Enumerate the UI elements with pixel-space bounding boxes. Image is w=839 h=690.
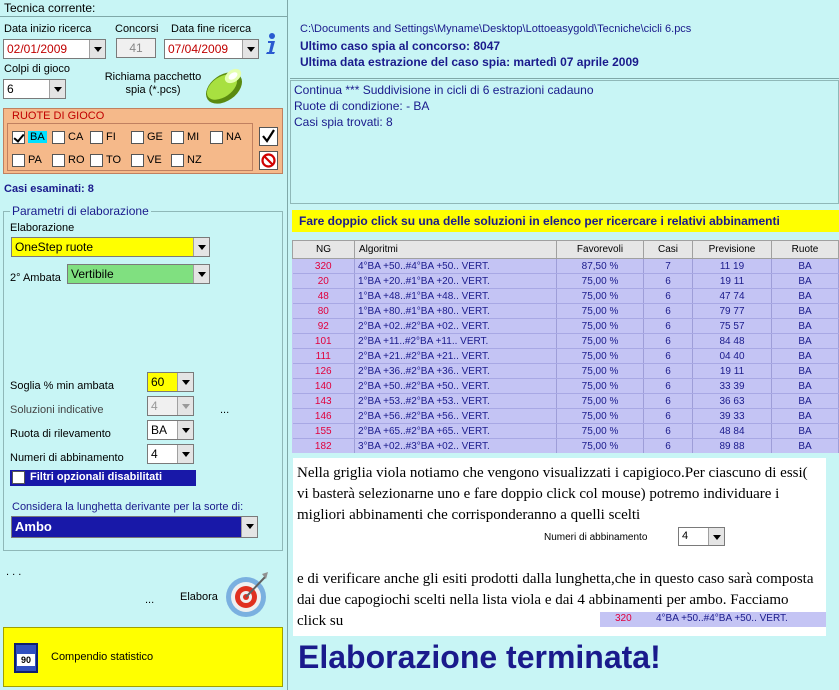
status-message: Elaborazione terminata!: [298, 639, 661, 675]
ruota-label-to: TO: [106, 154, 122, 166]
grid-header[interactable]: Previsione: [693, 241, 772, 259]
ruota-label-ge: GE: [147, 131, 163, 143]
table-cell: BA: [772, 424, 839, 439]
note-paragraph-1: Nella griglia viola notiamo che vengono visualizzati i capigioco.Per ciascuno di essi( vi basterà selezionarne uno e fare doppio click col mouse) potremo individuare i migliori abbinamenti che corrisponderanno a quelli scelti: [297, 465, 808, 523]
table-row[interactable]: [293, 259, 839, 274]
table-cell: 48 84: [693, 424, 772, 439]
table-cell: 87,50 %: [557, 259, 644, 274]
filtri-label: Filtri opzionali disabilitati: [30, 471, 163, 483]
table-cell: 11 19: [693, 259, 772, 274]
checkbox-ruota-fi[interactable]: [90, 131, 103, 144]
soluzioni-label: Soluzioni indicative: [10, 404, 104, 416]
table-cell: BA: [772, 379, 839, 394]
ruota-label-na: NA: [226, 131, 242, 143]
table-cell: 75,00 %: [557, 274, 644, 289]
data-fine-value: 07/04/2009: [168, 42, 229, 56]
checkbox-ruota-pa[interactable]: [12, 154, 25, 167]
soluzioni-select: [147, 396, 194, 416]
sorte-select[interactable]: [11, 516, 258, 538]
colpi-value: 6: [7, 82, 14, 96]
table-row[interactable]: [293, 424, 839, 439]
tecnica-corrente-title: Tecnica corrente:: [4, 1, 96, 15]
inline-abb-select[interactable]: [678, 527, 725, 546]
table-row[interactable]: [293, 289, 839, 304]
table-cell: BA: [772, 259, 839, 274]
ruota-label-nz: NZ: [187, 154, 202, 166]
inline-abb-label: Numeri di abbinamento: [544, 532, 648, 543]
table-cell: 2°BA +56..#2°BA +56.. VERT.: [355, 409, 557, 424]
checkbox-ruota-ge[interactable]: [131, 131, 144, 144]
grid-header[interactable]: Algoritmi: [355, 241, 557, 259]
grid-header[interactable]: Ruote: [772, 241, 839, 259]
load-package-button[interactable]: [200, 60, 248, 106]
inline-ng: 320: [615, 613, 632, 624]
checkbox-ruota-na[interactable]: [210, 131, 223, 144]
elaborazione-label: Elaborazione: [10, 222, 75, 234]
table-cell: 6: [644, 289, 693, 304]
table-cell: BA: [772, 334, 839, 349]
table-row[interactable]: [293, 349, 839, 364]
elabora-label: Elabora: [180, 591, 218, 603]
table-cell: 2°BA +36..#2°BA +36.. VERT.: [355, 364, 557, 379]
checkbox-ruota-ro[interactable]: [52, 154, 65, 167]
ambata2-label: 2° Ambata: [10, 272, 61, 284]
table-cell: 75,00 %: [557, 304, 644, 319]
inline-alg: 4°BA +50..#4°BA +50.. VERT.: [656, 613, 788, 624]
table-cell: 75,00 %: [557, 394, 644, 409]
table-cell: BA: [772, 439, 839, 454]
table-cell: 1°BA +80..#1°BA +80.. VERT.: [355, 304, 557, 319]
table-cell: 33 39: [693, 379, 772, 394]
table-cell: BA: [772, 304, 839, 319]
table-cell: 143: [293, 394, 355, 409]
ruote-title: RUOTE DI GIOCO: [12, 110, 105, 122]
num-abb-value: 4: [151, 447, 158, 461]
table-row[interactable]: [293, 409, 839, 424]
table-cell: 75,00 %: [557, 349, 644, 364]
ambata2-value: Vertibile: [71, 267, 114, 281]
inline-abb-value: 4: [682, 530, 689, 542]
instruction-banner: [292, 210, 839, 232]
chevron-down-icon[interactable]: [49, 80, 65, 98]
table-cell: 36 63: [693, 394, 772, 409]
table-cell: 84 48: [693, 334, 772, 349]
ruota-label-mi: MI: [187, 131, 200, 143]
chevron-down-icon[interactable]: [708, 528, 724, 545]
checkbox-ruota-ve[interactable]: [131, 154, 144, 167]
ruota-label-ba: BA: [30, 131, 45, 143]
table-row[interactable]: [293, 304, 839, 319]
parametri-title: Parametri di elaborazione: [12, 204, 149, 218]
table-cell: 2°BA +11..#2°BA +11.. VERT.: [355, 334, 557, 349]
table-cell: 6: [644, 424, 693, 439]
table-row[interactable]: [293, 379, 839, 394]
table-cell: 75,00 %: [557, 334, 644, 349]
concorsi-label: Concorsi: [115, 23, 159, 35]
ruota-ril-value: BA: [151, 423, 168, 437]
chevron-down-icon[interactable]: [89, 40, 105, 58]
table-cell: 4°BA +50..#4°BA +50.. VERT.: [355, 259, 557, 274]
table-cell: 75,00 %: [557, 379, 644, 394]
table-cell: 04 40: [693, 349, 772, 364]
soglia-select[interactable]: [147, 372, 194, 392]
table-cell: BA: [772, 364, 839, 379]
select-all-button[interactable]: [259, 127, 278, 146]
table-row[interactable]: [293, 334, 839, 349]
table-cell: BA: [772, 394, 839, 409]
compendio-icon-text: 90: [17, 654, 35, 666]
table-cell: 101: [293, 334, 355, 349]
checkbox-ruota-ba[interactable]: [12, 131, 25, 144]
grid-header[interactable]: NG: [293, 241, 355, 259]
table-cell: 6: [644, 334, 693, 349]
table-cell: 75,00 %: [557, 319, 644, 334]
table-cell: 80: [293, 304, 355, 319]
table-row[interactable]: [293, 319, 839, 334]
chevron-down-icon[interactable]: [177, 445, 193, 463]
sorte-value: Ambo: [15, 519, 52, 534]
table-cell: BA: [772, 274, 839, 289]
ruota-label-ve: VE: [147, 154, 162, 166]
table-cell: 6: [644, 379, 693, 394]
table-cell: BA: [772, 319, 839, 334]
table-cell: 75,00 %: [557, 439, 644, 454]
table-cell: 140: [293, 379, 355, 394]
ultima-data: Ultima data estrazione del caso spia: martedì 07 aprile 2009: [300, 55, 639, 69]
table-cell: 2°BA +53..#2°BA +53.. VERT.: [355, 394, 557, 409]
compendio-icon[interactable]: [14, 643, 38, 673]
elabora-button[interactable]: [224, 570, 272, 620]
table-cell: 89 88: [693, 439, 772, 454]
instruction-text: Fare doppio click su una delle soluzioni in elenco per ricercare i relativi abbinamenti: [299, 214, 780, 228]
table-cell: 6: [644, 439, 693, 454]
ultimo-caso: Ultimo caso spia al concorso: 8047: [300, 39, 501, 53]
checkmark-icon: [260, 128, 277, 145]
table-cell: 48: [293, 289, 355, 304]
note-paragraph-2: e di verificare anche gli esiti prodotti dalla lunghetta,che in questo caso sarà composta dai due capogiochi scelti nella lista viola e dai 4 abbinamenti per ambo. Facciamo click su: [297, 571, 814, 629]
checkbox-ruota-to[interactable]: [90, 154, 103, 167]
results-grid: [292, 240, 839, 453]
data-inizio-value: 02/01/2009: [7, 42, 68, 56]
package-path: C:\Documents and Settings\Myname\Desktop\Lottoeasygold\Tecniche\cicli 6.pcs: [300, 23, 692, 35]
table-cell: 155: [293, 424, 355, 439]
colpi-select[interactable]: [3, 79, 66, 99]
data-inizio-label: Data inizio ricerca: [4, 23, 92, 35]
table-cell: 320: [293, 259, 355, 274]
table-cell: 39 33: [693, 409, 772, 424]
info-icon[interactable]: [262, 32, 280, 56]
data-inizio-select[interactable]: [3, 39, 106, 59]
data-fine-label: Data fine ricerca: [171, 23, 252, 35]
richiama-label: Richiama pacchetto spia (*.pcs): [104, 71, 202, 96]
table-cell: 2°BA +50..#2°BA +50.. VERT.: [355, 379, 557, 394]
filtri-checkbox[interactable]: [12, 471, 25, 484]
capsule-icon: [200, 60, 248, 106]
casi-esaminati: Casi esaminati: 8: [4, 183, 94, 195]
table-cell: 2°BA +65..#2°BA +65.. VERT.: [355, 424, 557, 439]
considera-label: Considera la lunghetta derivante per la sorte di:: [12, 501, 244, 513]
table-cell: 6: [644, 409, 693, 424]
target-icon: [224, 570, 272, 620]
chevron-down-icon[interactable]: [193, 238, 209, 256]
table-cell: 75,00 %: [557, 364, 644, 379]
table-cell: 182: [293, 439, 355, 454]
grid-header[interactable]: Favorevoli: [557, 241, 644, 259]
no-entry-icon: [260, 152, 277, 169]
table-cell: 1°BA +20..#1°BA +20.. VERT.: [355, 274, 557, 289]
table-cell: 126: [293, 364, 355, 379]
num-abb-select[interactable]: [147, 444, 194, 464]
concorsi-field: 41: [116, 38, 156, 58]
table-cell: 75,00 %: [557, 424, 644, 439]
soluzioni-extra: ...: [220, 404, 230, 416]
ruota-label-ro: RO: [68, 154, 85, 166]
checkbox-ruota-mi[interactable]: [171, 131, 184, 144]
chevron-down-icon[interactable]: [193, 265, 209, 283]
table-cell: 92: [293, 319, 355, 334]
table-cell: 111: [293, 349, 355, 364]
chevron-down-icon[interactable]: [242, 40, 258, 58]
table-row[interactable]: [293, 364, 839, 379]
soglia-label: Soglia % min ambata: [10, 380, 114, 392]
table-cell: 75,00 %: [557, 289, 644, 304]
chevron-down-icon[interactable]: [177, 373, 193, 391]
table-cell: BA: [772, 409, 839, 424]
table-cell: 6: [644, 394, 693, 409]
summary-line-3: Casi spia trovati: 8: [294, 115, 393, 129]
table-cell: 75 57: [693, 319, 772, 334]
ruota-label-pa: PA: [28, 154, 42, 166]
data-fine-select[interactable]: [164, 39, 259, 59]
table-cell: 6: [644, 274, 693, 289]
dots-1: . . .: [6, 566, 22, 578]
table-row[interactable]: [293, 274, 839, 289]
inline-abb-box: [540, 527, 726, 547]
table-cell: 146: [293, 409, 355, 424]
inline-grid-row[interactable]: [600, 612, 826, 627]
table-cell: 7: [644, 259, 693, 274]
ambata2-select[interactable]: [67, 264, 210, 284]
soluzioni-value: 4: [151, 399, 158, 413]
filtri-toggle[interactable]: [10, 470, 196, 486]
table-cell: 6: [644, 304, 693, 319]
table-cell: BA: [772, 289, 839, 304]
grid-header[interactable]: Casi: [644, 241, 693, 259]
summary-line-2: Ruote di condizione: - BA: [294, 99, 430, 113]
checkbox-ruota-nz[interactable]: [171, 154, 184, 167]
summary-line-1: Continua *** Suddivisione in cicli di 6 estrazioni cadauno: [294, 83, 594, 97]
ruota-label-ca: CA: [68, 131, 84, 143]
ruota-ril-label: Ruota di rilevamento: [10, 428, 111, 440]
table-row[interactable]: [293, 394, 839, 409]
table-cell: 6: [644, 364, 693, 379]
elaborazione-select[interactable]: [11, 237, 210, 257]
chevron-down-icon[interactable]: [241, 517, 257, 537]
colpi-label: Colpi di gioco: [4, 63, 71, 75]
chevron-down-icon: [177, 397, 193, 415]
num-abb-label: Numeri di abbinamento: [10, 452, 124, 464]
table-row[interactable]: [293, 439, 839, 454]
table-cell: 20: [293, 274, 355, 289]
table-cell: 19 11: [693, 364, 772, 379]
ruota-ril-select[interactable]: [147, 420, 194, 440]
ruota-label-fi: FI: [106, 131, 116, 143]
table-cell: 3°BA +02..#3°BA +02.. VERT.: [355, 439, 557, 454]
title-underline: [0, 16, 287, 17]
table-cell: 79 77: [693, 304, 772, 319]
dots-2: ...: [145, 594, 155, 606]
elaborazione-value: OneStep ruote: [15, 240, 94, 254]
table-cell: 19 11: [693, 274, 772, 289]
checkbox-ruota-ca[interactable]: [52, 131, 65, 144]
table-cell: BA: [772, 349, 839, 364]
table-cell: 2°BA +02..#2°BA +02.. VERT.: [355, 319, 557, 334]
table-cell: 1°BA +48..#1°BA +48.. VERT.: [355, 289, 557, 304]
table-cell: 6: [644, 319, 693, 334]
results-grid-wrap: [292, 240, 839, 453]
table-cell: 2°BA +21..#2°BA +21.. VERT.: [355, 349, 557, 364]
chevron-down-icon[interactable]: [177, 421, 193, 439]
deselect-all-button[interactable]: [259, 151, 278, 170]
table-cell: 47 74: [693, 289, 772, 304]
table-cell: 6: [644, 349, 693, 364]
table-cell: 75,00 %: [557, 409, 644, 424]
soglia-value: 60: [151, 375, 165, 389]
compendio-label: Compendio statistico: [51, 651, 154, 663]
